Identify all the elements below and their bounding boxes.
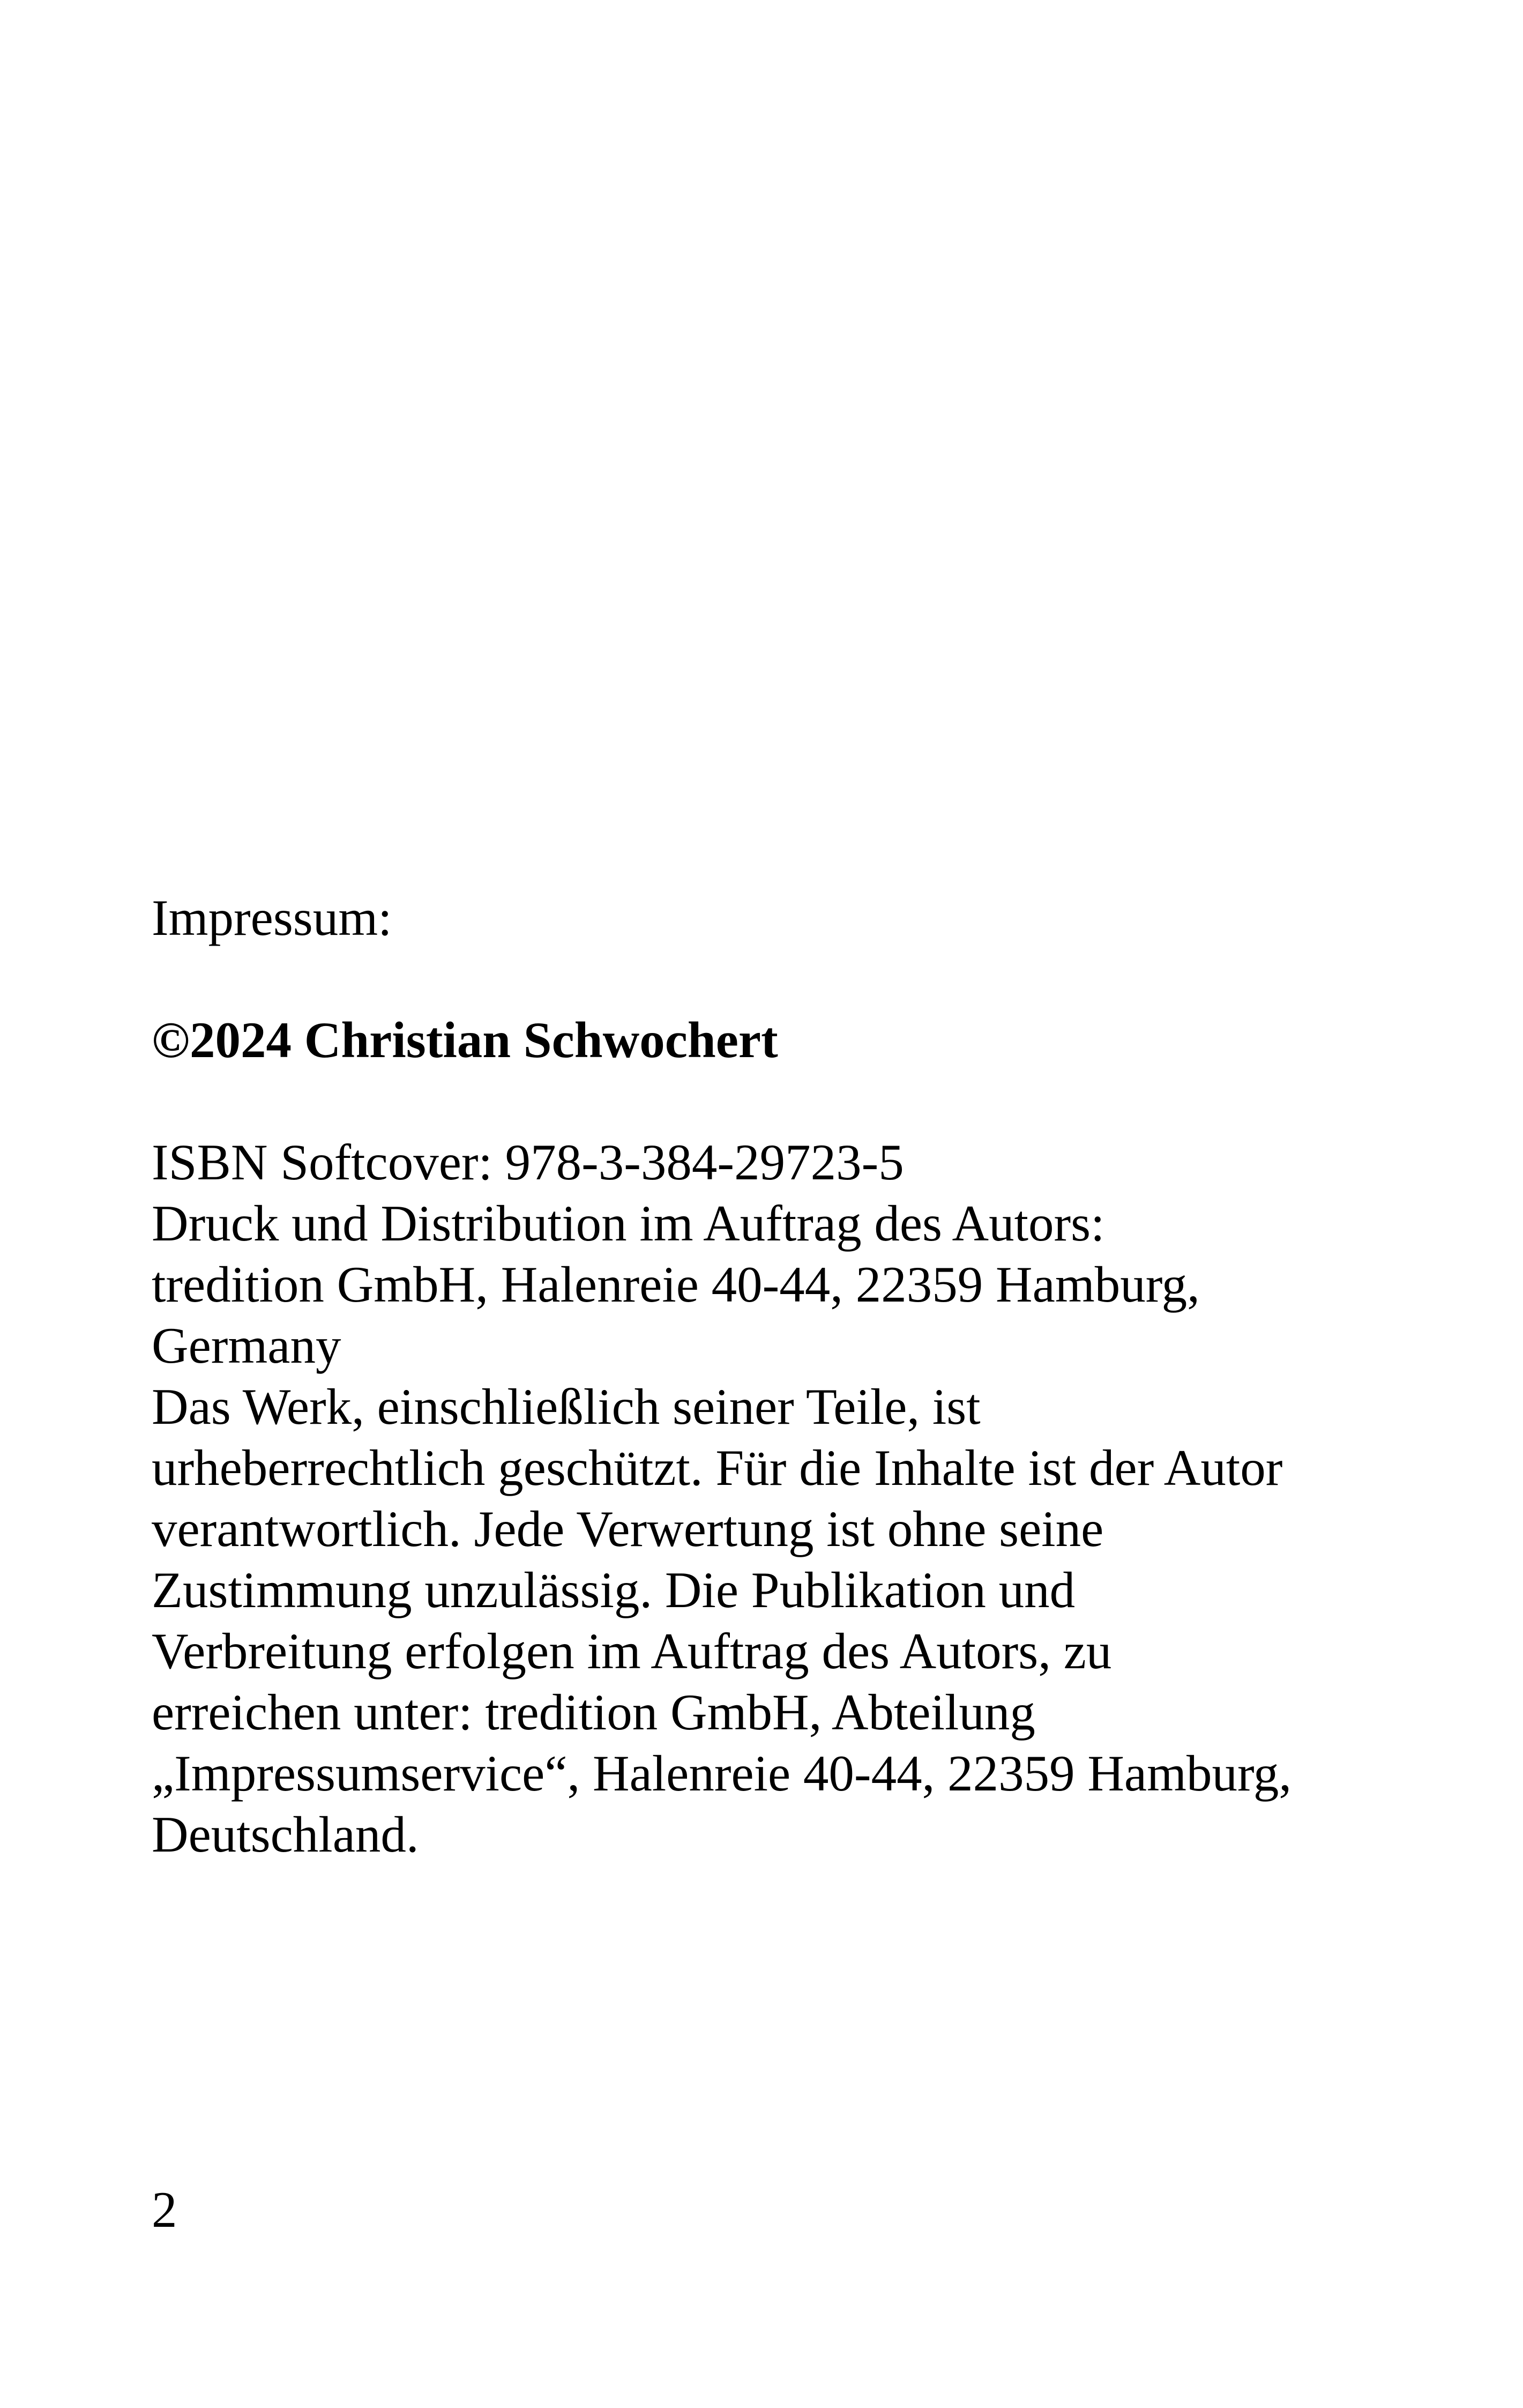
imprint-line: Druck und Distribution im Auftrag des Autors: [152,1195,1105,1252]
imprint-line: Verbreitung erfolgen im Auftrag des Autors, zu [152,1623,1112,1679]
imprint-line: Das Werk, einschließlich seiner Teile, ist [152,1378,981,1435]
imprint-line: erreichen unter: tredition GmbH, Abteilung [152,1684,1035,1741]
imprint-line: urheberrechtlich geschützt. Für die Inhalte ist der Autor [152,1439,1283,1496]
imprint-line: Germany [152,1317,341,1374]
page-number: 2 [152,2181,177,2238]
imprint-block [152,887,1384,1865]
copyright-line: ©2024 Christian Schwochert [152,1012,778,1068]
imprint-line: Zustimmung unzulässig. Die Publikation und [152,1562,1076,1618]
imprint-line: Deutschland. [152,1806,419,1863]
isbn-line: ISBN Softcover: 978-3-384-29723-5 [152,1134,904,1191]
imprint-line: verantwortlich. Jede Verwertung ist ohne seine [152,1500,1104,1557]
imprint-heading: Impressum: [152,889,392,946]
imprint-line: tredition GmbH, Halenreie 40-44, 22359 Hamburg, [152,1256,1200,1313]
imprint-line: „Impressumservice“, Halenreie 40-44, 22359 Hamburg, [152,1745,1292,1802]
